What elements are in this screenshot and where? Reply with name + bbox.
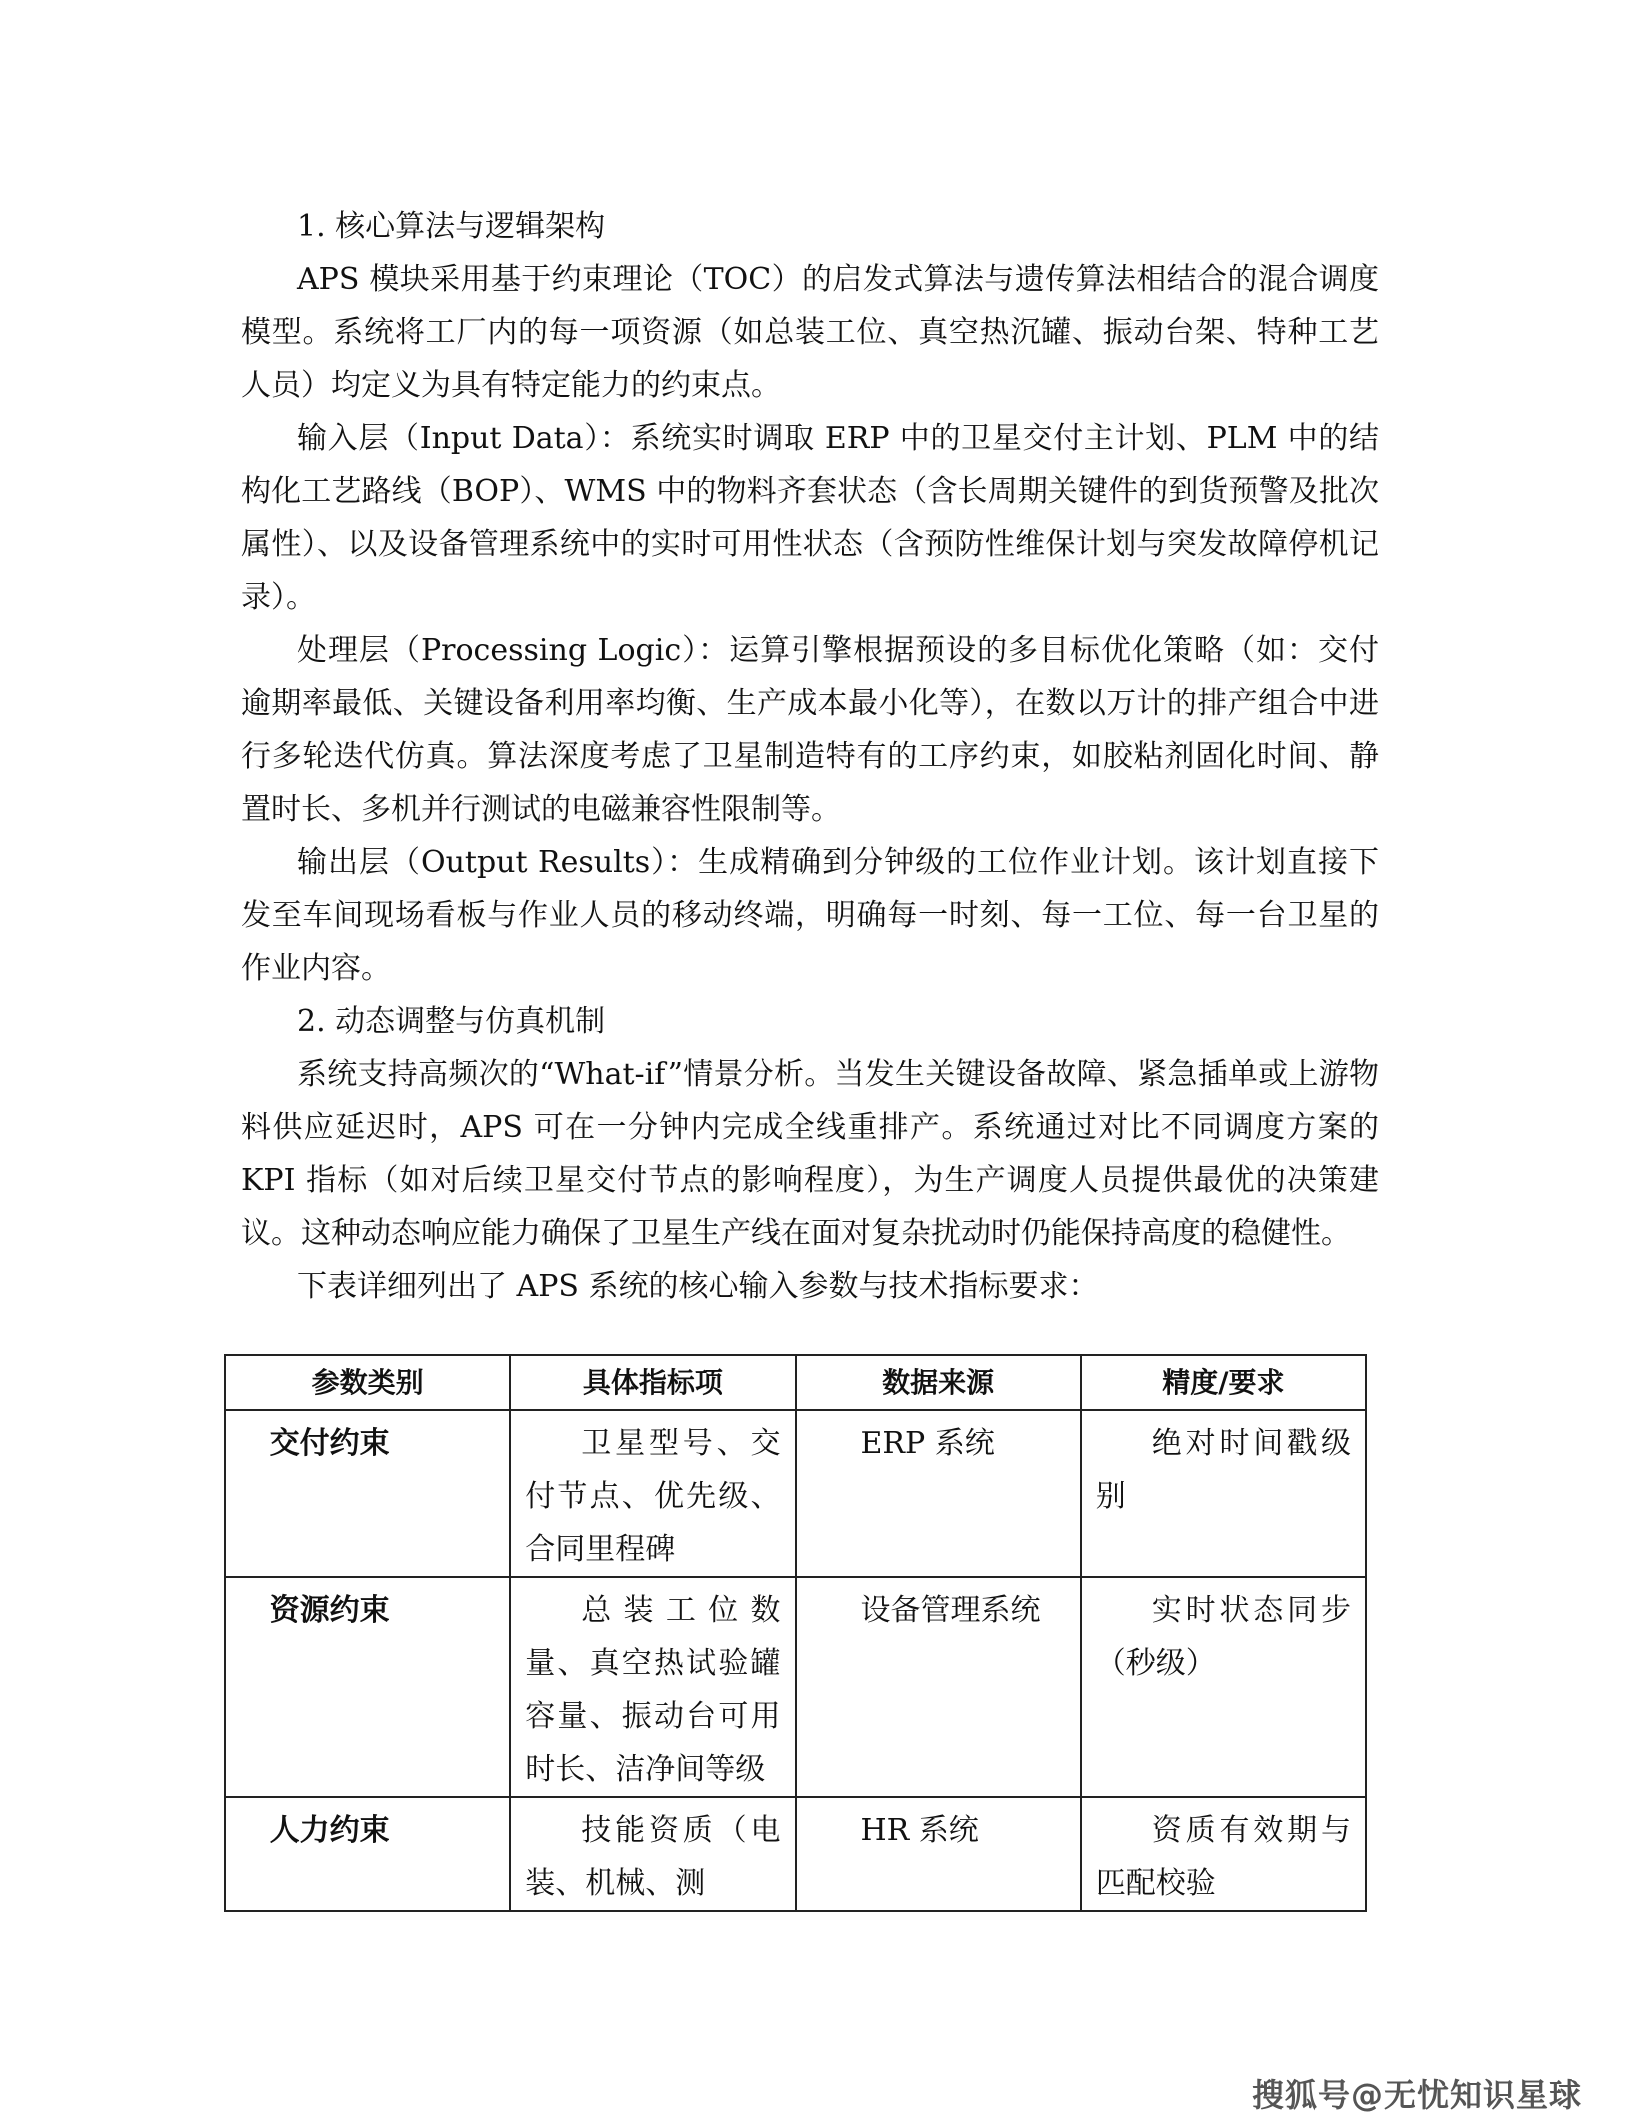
source-cell: HR 系统: [796, 1797, 1081, 1911]
document-body: [241, 200, 1379, 1313]
requirement-cell: [1081, 1797, 1366, 1911]
requirement-cell: [1081, 1577, 1366, 1797]
category-cell: 交付约束: [225, 1410, 510, 1577]
watermark: 搜狐号@无忧知识星球: [1251, 2076, 1582, 2114]
section-heading: 2. 动态调整与仿真机制: [297, 1004, 606, 1039]
item-text: 总装工位数量、真空热试验罐容量、振动台可用时长、洁净间等级: [525, 1593, 781, 1787]
paragraph: 输入层（Input Data）：系统实时调取 ERP 中的卫星交付主计划、PLM 中的结构化工艺路线（BOP）、WMS 中的物料齐套状态（含长周期关键件的到货预警及批次属性）、以及设备管理系统中的实时可用性状态（含预防性维保计划与突发故障停机记录）。: [241, 421, 1379, 615]
requirement-text: 实时状态同步（秒级）: [1095, 1593, 1351, 1681]
paragraph: 处理层（Processing Logic）：运算引擎根据预设的多目标优化策略（如：交付逾期率最低、关键设备利用率均衡、生产成本最小化等），在数以万计的排产组合中进行多轮迭代仿真。算法深度考虑了卫星制造特有的工序约束，如胶粘剂固化时间、静置时长、多机并行测试的电磁兼容性限制等。: [241, 633, 1379, 827]
table-caption: 下表详细列出了 APS 系统的核心输入参数与技术指标要求：: [297, 1269, 1099, 1304]
item-cell: [510, 1577, 795, 1797]
item-text: 卫星型号、交付节点、优先级、合同里程碑: [525, 1426, 781, 1567]
requirement-cell: [1081, 1410, 1366, 1577]
requirement-text: 绝对时间戳级别: [1095, 1426, 1351, 1514]
table-header-row: [225, 1355, 1366, 1410]
category-cell: 资源约束: [225, 1577, 510, 1797]
paragraph: APS 模块采用基于约束理论（TOC）的启发式算法与遗传算法相结合的混合调度模型。系统将工厂内的每一项资源（如总装工位、真空热沉罐、振动台架、特种工艺人员）均定义为具有特定能力的约束点。: [241, 262, 1379, 403]
column-header: 参数类别: [225, 1355, 510, 1410]
requirement-text: 资质有效期与匹配校验: [1095, 1813, 1351, 1901]
table-row: [225, 1797, 1366, 1911]
source-cell: ERP 系统: [796, 1410, 1081, 1577]
paragraph: 系统支持高频次的“What-if”情景分析。当发生关键设备故障、紧急插单或上游物料供应延迟时，APS 可在一分钟内完成全线重排产。系统通过对比不同调度方案的 KPI 指标（如对后续卫星交付节点的影响程度），为生产调度人员提供最优的决策建议。这种动态响应能力确保了卫星生产线在面对复杂扰动时仍能保持高度的稳健性。: [241, 1057, 1379, 1251]
item-cell: [510, 1410, 795, 1577]
item-text: 技能资质（电装、机械、测: [525, 1813, 781, 1901]
column-header: 数据来源: [796, 1355, 1081, 1410]
table-row: [225, 1410, 1366, 1577]
paragraph: 输出层（Output Results）：生成精确到分钟级的工位作业计划。该计划直接下发至车间现场看板与作业人员的移动终端，明确每一时刻、每一工位、每一台卫星的作业内容。: [241, 845, 1379, 986]
item-cell: [510, 1797, 795, 1911]
category-cell: 人力约束: [225, 1797, 510, 1911]
table-row: [225, 1577, 1366, 1797]
column-header: 具体指标项: [510, 1355, 795, 1410]
section-heading: 1. 核心算法与逻辑架构: [297, 209, 606, 244]
source-cell: 设备管理系统: [796, 1577, 1081, 1797]
parameter-table: [224, 1354, 1367, 1912]
column-header: 精度/要求: [1081, 1355, 1366, 1410]
